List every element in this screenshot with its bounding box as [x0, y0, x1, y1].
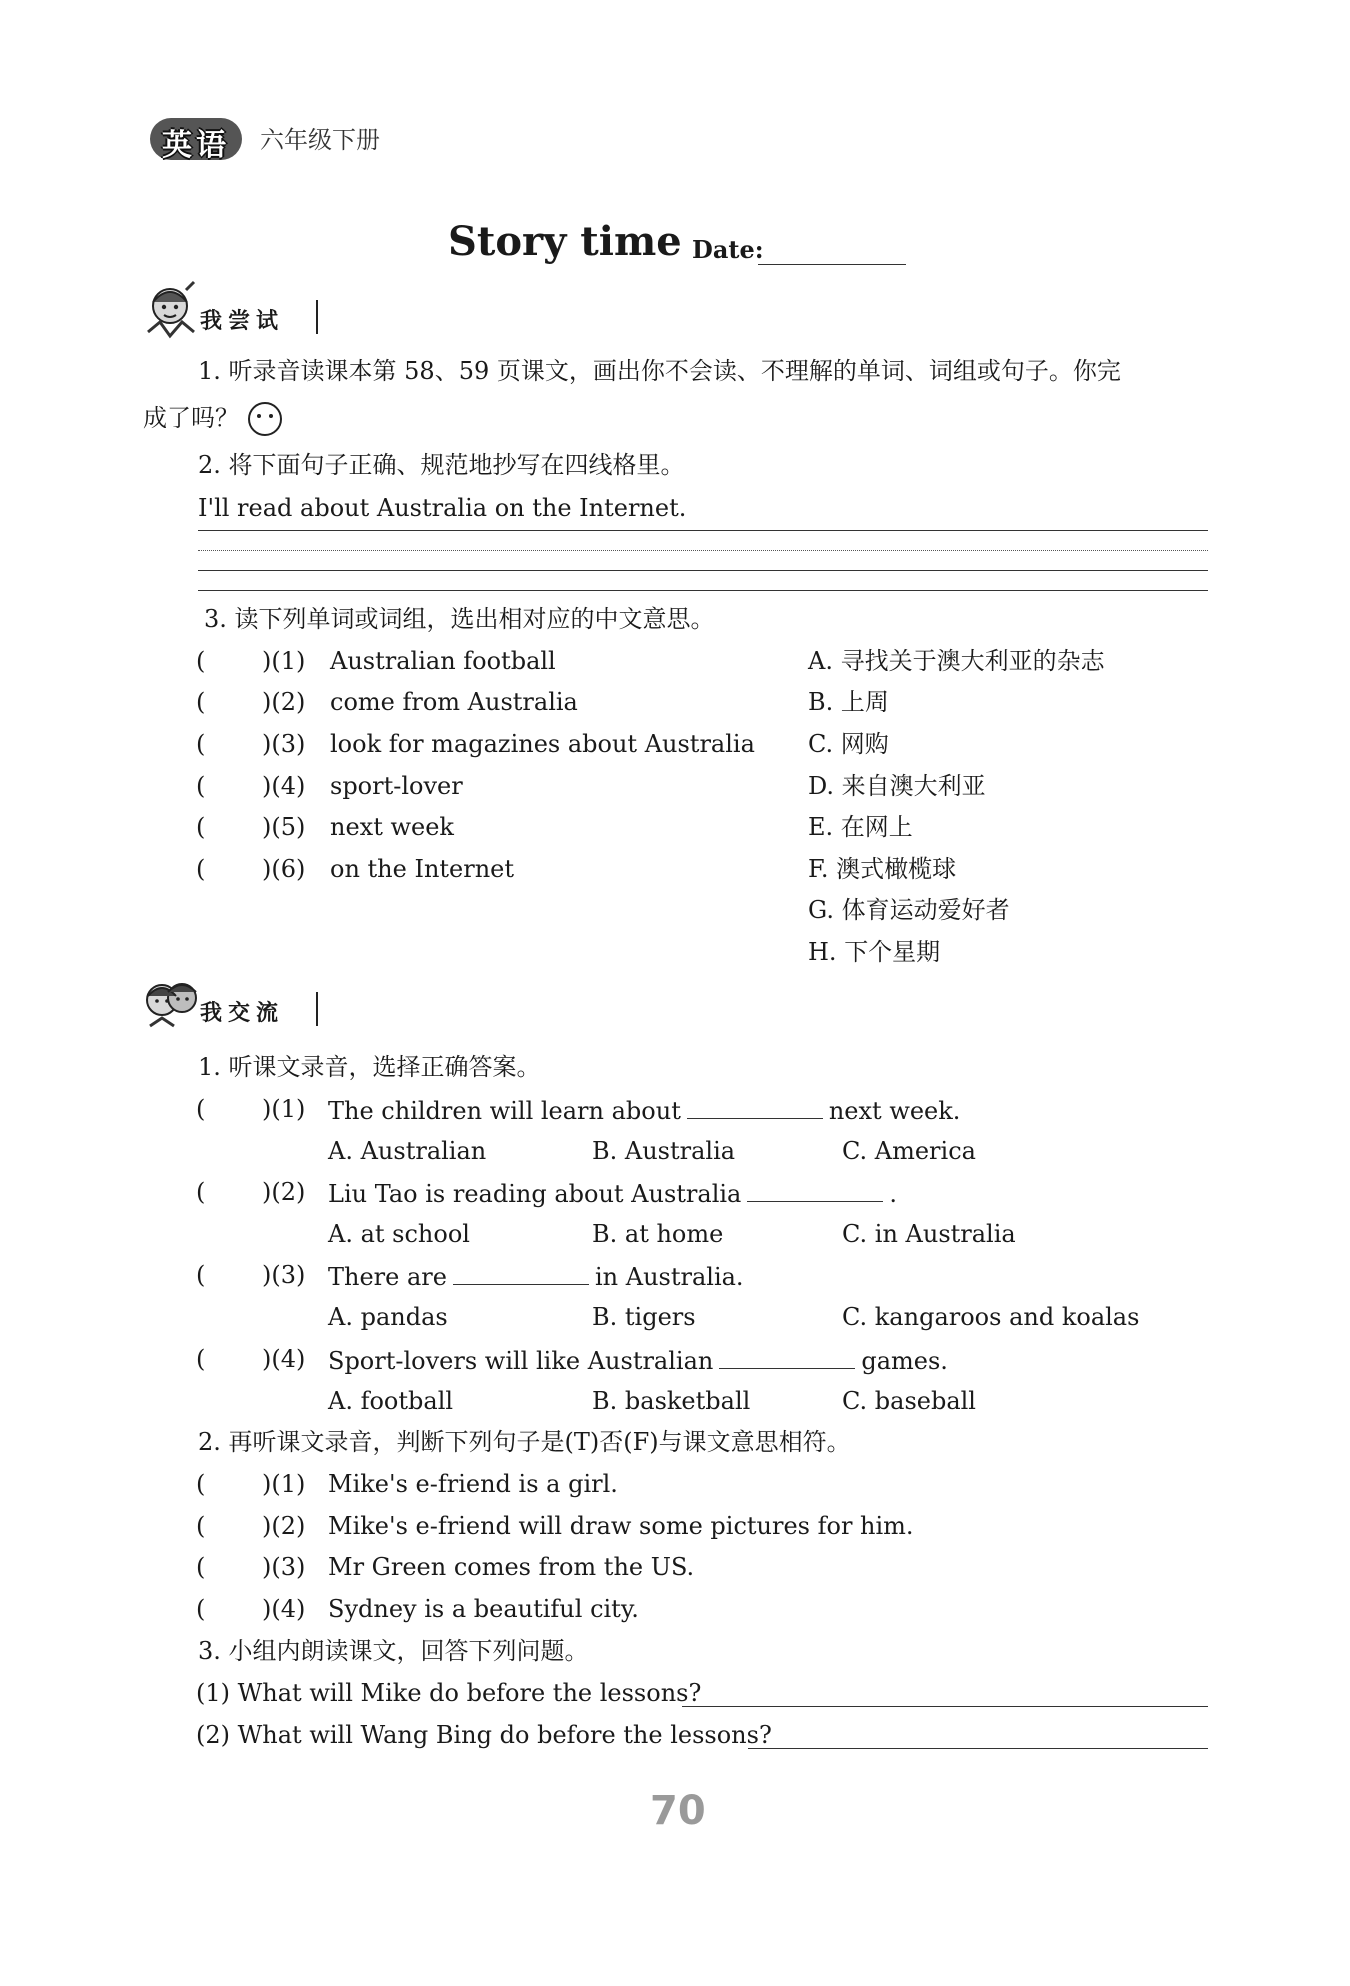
item-number: )(3) [262, 730, 306, 758]
option-h: H. 下个星期 [808, 938, 941, 966]
answer-paren[interactable]: ( [196, 1095, 206, 1123]
statement-text: Mike's e-friend is a girl. [328, 1470, 618, 1498]
section-try-header [140, 278, 380, 342]
question-after: next week. [828, 1097, 961, 1125]
date-field[interactable] [758, 264, 906, 265]
item-number: )(3) [262, 1261, 306, 1289]
question-after: in Australia. [594, 1263, 744, 1291]
try-q3: 3. 读下列单词或词组，选出相对应的中文意思。 [204, 605, 715, 633]
item-number: )(2) [262, 1178, 306, 1206]
list-item [196, 729, 836, 763]
list-item [196, 812, 836, 846]
question-before: Liu Tao is reading about Australia [328, 1180, 742, 1208]
choice-a: A. Australian [328, 1137, 487, 1165]
choice-c: C. America [842, 1137, 976, 1165]
answer-paren[interactable]: ( [196, 1261, 206, 1289]
choice-a: A. pandas [328, 1303, 448, 1331]
option-f: F. 澳式橄榄球 [808, 855, 957, 883]
item-number: )(4) [262, 1345, 306, 1373]
answer-paren[interactable]: ( [196, 813, 206, 841]
question-text [328, 1177, 897, 1209]
answer-paren[interactable]: ( [196, 772, 206, 800]
item-text: next week [330, 813, 454, 841]
answer-paren[interactable]: ( [196, 1595, 206, 1623]
item-text: sport-lover [330, 772, 463, 800]
option-a: A. 寻找关于澳大利亚的杂志 [808, 647, 1105, 675]
answer-paren[interactable]: ( [196, 1345, 206, 1373]
option-b: B. 上周 [808, 688, 889, 716]
answer-paren[interactable]: ( [196, 855, 206, 883]
item-number: )(1) [262, 1470, 306, 1498]
answer-paren[interactable]: ( [196, 1553, 206, 1581]
question-text [328, 1260, 744, 1292]
section-try-label: 我尝试 [200, 309, 285, 334]
answer-line[interactable] [748, 1748, 1208, 1749]
question-before: There are [328, 1263, 447, 1291]
item-number: )(5) [262, 813, 306, 841]
choice-c: C. baseball [842, 1387, 976, 1415]
item-number: )(6) [262, 855, 306, 883]
item-number: )(2) [262, 1512, 306, 1540]
question-before: Sport-lovers will like Australian [328, 1347, 714, 1375]
question-after: games. [861, 1347, 948, 1375]
item-text: look for magazines about Australia [330, 730, 755, 758]
option-g: G. 体育运动爱好者 [808, 896, 1010, 924]
option-c: C. 网购 [808, 730, 889, 758]
fill-blank[interactable] [719, 1344, 855, 1369]
question-text [328, 1094, 960, 1126]
four-line-grid[interactable] [198, 530, 1208, 590]
statement-text: Sydney is a beautiful city. [328, 1595, 639, 1623]
students-mascot-icon [140, 970, 202, 1034]
item-number: )(2) [262, 688, 306, 716]
option-d: D. 来自澳大利亚 [808, 772, 986, 800]
section-divider [316, 300, 318, 334]
open-question-1: (1) What will Mike do before the lessons? [196, 1679, 702, 1707]
fill-blank[interactable] [453, 1260, 589, 1285]
student-mascot-icon [140, 278, 202, 342]
talk-q2: 2. 再听课文录音，判断下列句子是(T)否(F)与课文意思相符。 [198, 1428, 851, 1456]
subject-badge [150, 118, 242, 163]
answer-paren[interactable]: ( [196, 688, 206, 716]
answer-paren[interactable]: ( [196, 730, 206, 758]
choice-a: A. at school [328, 1220, 470, 1248]
open-question-2: (2) What will Wang Bing do before the lessons? [196, 1721, 772, 1749]
try-q2-sentence: I'll read about Australia on the Internet. [198, 494, 687, 522]
answer-paren[interactable]: ( [196, 1512, 206, 1540]
choice-c: C. kangaroos and koalas [842, 1303, 1140, 1331]
subject-label: 英语 [162, 128, 230, 163]
list-item [196, 771, 836, 805]
question-before: The children will learn about [328, 1097, 681, 1125]
choice-b: B. Australia [592, 1137, 736, 1165]
talk-q1: 1. 听课文录音，选择正确答案。 [198, 1053, 541, 1081]
item-number: )(3) [262, 1553, 306, 1581]
date-label: Date: [692, 235, 764, 264]
smiley-face-icon [246, 400, 284, 438]
item-number: )(1) [262, 1095, 306, 1123]
option-e: E. 在网上 [808, 813, 913, 841]
page-title: Story time [448, 218, 682, 265]
try-q2: 2. 将下面句子正确、规范地抄写在四线格里。 [198, 451, 685, 479]
try-q1-line2: 成了吗？ [143, 404, 239, 432]
answer-paren[interactable]: ( [196, 1470, 206, 1498]
talk-q3: 3. 小组内朗读课文，回答下列问题。 [198, 1637, 589, 1665]
answer-line[interactable] [682, 1706, 1208, 1707]
item-number: )(4) [262, 772, 306, 800]
statement-text: Mr Green comes from the US. [328, 1553, 695, 1581]
choice-a: A. football [328, 1387, 454, 1415]
statement-text: Mike's e-friend will draw some pictures for him. [328, 1512, 914, 1540]
grade-label: 六年级下册 [260, 126, 380, 154]
fill-blank[interactable] [687, 1094, 823, 1119]
section-talk-header [140, 970, 380, 1034]
list-item [196, 687, 836, 721]
item-text: Australian football [330, 647, 556, 675]
answer-paren[interactable]: ( [196, 647, 206, 675]
choice-b: B. basketball [592, 1387, 751, 1415]
choice-b: B. tigers [592, 1303, 696, 1331]
try-q1-line1: 1. 听录音读课本第 58、59 页课文，画出你不会读、不理解的单词、词组或句子。你完 [198, 357, 1121, 385]
section-talk-label: 我交流 [200, 1001, 285, 1026]
question-after: . [889, 1180, 898, 1208]
list-item [196, 646, 836, 680]
section-divider [316, 992, 318, 1026]
choice-c: C. in Australia [842, 1220, 1016, 1248]
page-number: 70 [650, 1788, 706, 1834]
choice-b: B. at home [592, 1220, 724, 1248]
item-text: come from Australia [330, 688, 578, 716]
answer-paren[interactable]: ( [196, 1178, 206, 1206]
list-item [196, 854, 836, 888]
item-number: )(4) [262, 1595, 306, 1623]
item-text: on the Internet [330, 855, 515, 883]
question-text [328, 1344, 948, 1376]
item-number: )(1) [262, 647, 306, 675]
fill-blank[interactable] [747, 1177, 883, 1202]
